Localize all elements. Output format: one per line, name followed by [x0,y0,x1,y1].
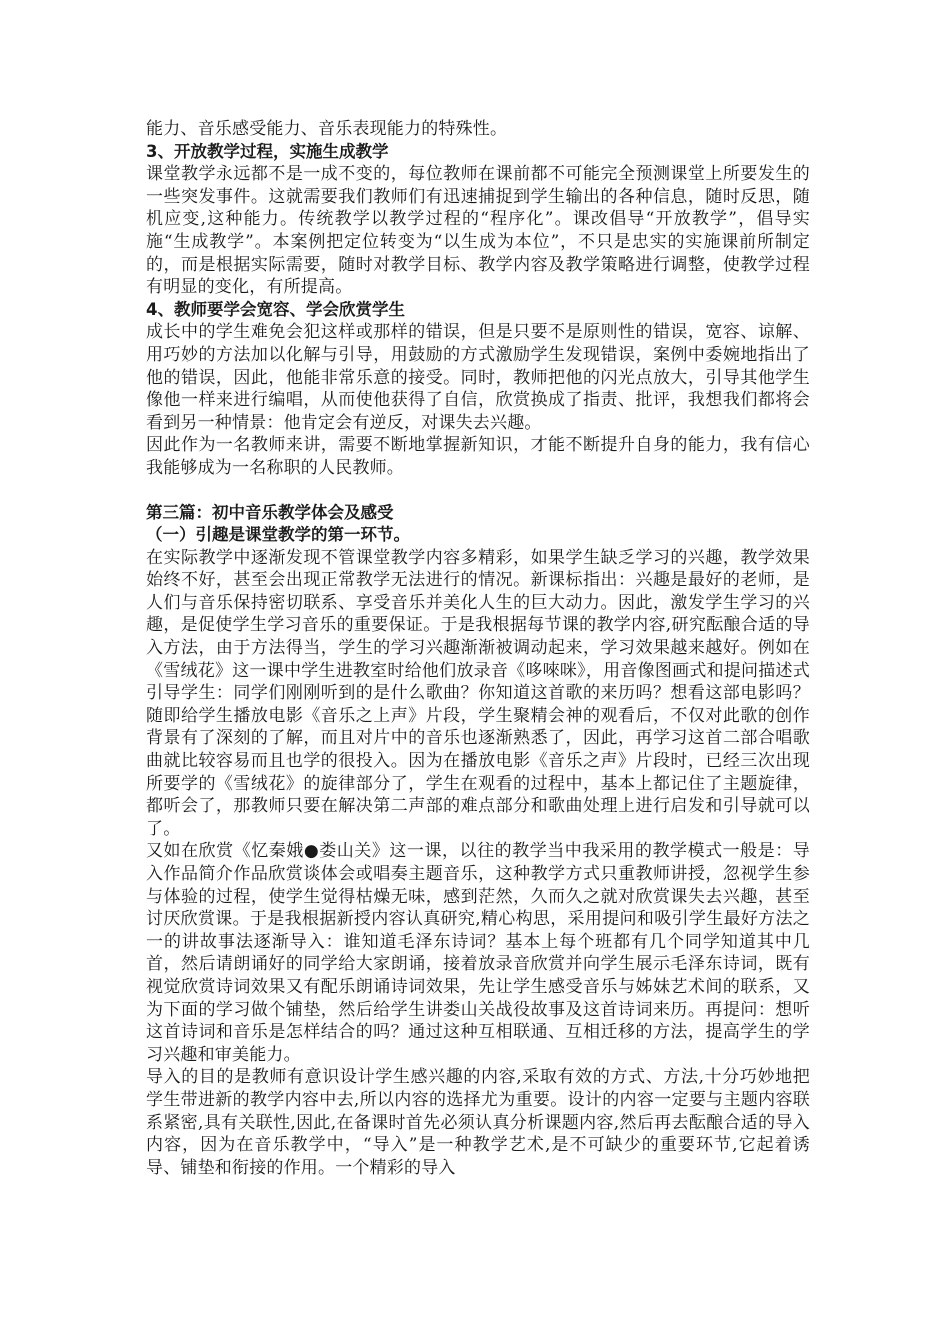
section-heading: 3、开放教学过程，实施生成教学 [146,141,389,161]
document-page [146,118,810,1179]
paragraph: 在实际教学中逐渐发现不管课堂教学内容多精彩，如果学生缺乏学习的兴趣，教学效果始终不好，甚至会出现正常教学无法进行的情况。新课标指出：兴趣是最好的老师，是人们与音乐保持密切联系、享受音乐并美化人生的巨大动力。因此，激发学生学习的兴趣，是促使学生学习音乐的重要保证。于是我根据每节课的教学内容,研究酝酿合适的导入方法，由于方法得当，学生的学习兴趣渐渐被调动起来，学习效果越来越好。例如在《雪绒花》这一课中学生进教室时给他们放录音《哆唻咪》，用音像图画式和提问描述式引导学生：同学们刚刚听到的是什么歌曲？你知道这首歌的来历吗？想看这部电影吗？随即给学生播放电影《音乐之上声》片段，学生聚精会神的观看后，不仅对此歌的创作背景有了深刻的了解，而且对片中的音乐也逐渐熟悉了，因此，再学习这首二部合唱歌曲就比较容易而且也学的很投入。因为在播放电影《音乐之声》片段时，已经三次出现所要学的《雪绒花》的旋律部分了，学生在观看的过程中，基本上都记住了主题旋律，都听会了，那教师只要在解决第二声部的难点部分和歌曲处理上进行启发和引导就可以了。 [146,547,810,839]
paragraph: 能力、音乐感受能力、音乐表现能力的特殊性。 [146,119,508,139]
paragraph: 因此作为一名教师来讲，需要不断地掌握新知识，才能不断提升自身的能力，我有信心我能够成为一名称职的人民教师。 [146,435,810,478]
section-heading: （一）引趣是课堂教学的第一环节。 [146,525,410,545]
blank-line [146,480,810,502]
paragraph: 成长中的学生难免会犯这样或那样的错误，但是只要不是原则性的错误，宽容、谅解、用巧妙的方法加以化解与引导，用鼓励的方式激励学生发现错误，案例中委婉地指出了他的错误，因此，他能非常乐意的接受。同时，教师把他的闪光点放大，引导其他学生像他一样来进行编唱，从而使他获得了自信，欣赏换成了指责、批评，我想我们都将会看到另一种情景：他肯定会有逆反，对课失去兴趣。 [146,322,810,433]
section-heading: 4、教师要学会宽容、学会欣赏学生 [146,299,405,319]
chapter-title: 第三篇：初中音乐教学体会及感受 [146,502,394,522]
paragraph: 导入的目的是教师有意识设计学生感兴趣的内容,采取有效的方式、方法,十分巧妙地把学生带进新的教学内容中去,所以内容的选择尤为重要。设计的内容一定要与主题内容联系紧密,具有关联性,因此,在备课时首先必须认真分析课题内容,然后再去酝酿合适的导入内容，因为在音乐教学中，“导入”是一种教学艺术,是不可缺少的重要环节,它起着诱导、铺垫和衔接的作用。一个精彩的导入 [146,1067,810,1178]
paragraph: 课堂教学永远都不是一成不变的，每位教师在课前都不可能完全预测课堂上所要发生的一些突发事件。这就需要我们教师们有迅速捕捉到学生输出的各种信息，随时反思，随机应变,这种能力。传统教学以教学过程的“程序化”。课改倡导“开放教学”，倡导实施“生成教学”。本案例把定位转变为“以生成为本位”，不只是忠实的实施课前所制定的，而是根据实际需要，随时对教学目标、教学内容及教学策略进行调整，使教学过程有明显的变化，有所提高。 [146,164,810,298]
paragraph: 又如在欣赏《忆秦娥●娄山关》这一课，以往的教学当中我采用的教学模式一般是：导入作品简介作品欣赏谈体会或唱奏主题音乐，这种教学方式只重教师讲授，忽视学生参与体验的过程，使学生觉得枯燥无味，感到茫然，久而久之就对欣赏课失去兴趣，甚至讨厌欣赏课。于是我根据新授内容认真研究,精心构思，采用提问和吸引学生最好方法之一的讲故事法逐渐导入：谁知道毛泽东诗词？基本上每个班都有几个同学知道其中几首，然后请朗诵好的同学给大家朗诵，接着放录音欣赏并向学生展示毛泽东诗词，既有视觉欣赏诗词效果又有配乐朗诵诗词效果，先让学生感受音乐与姊妹艺术间的联系，又为下面的学习做个铺垫，然后给学生讲娄山关战役故事及这首诗词来历。再提问：想听这首诗词和音乐是怎样结合的吗？通过这种互相联通、互相迁移的方法，提高学生的学习兴趣和审美能力。 [146,841,810,1065]
